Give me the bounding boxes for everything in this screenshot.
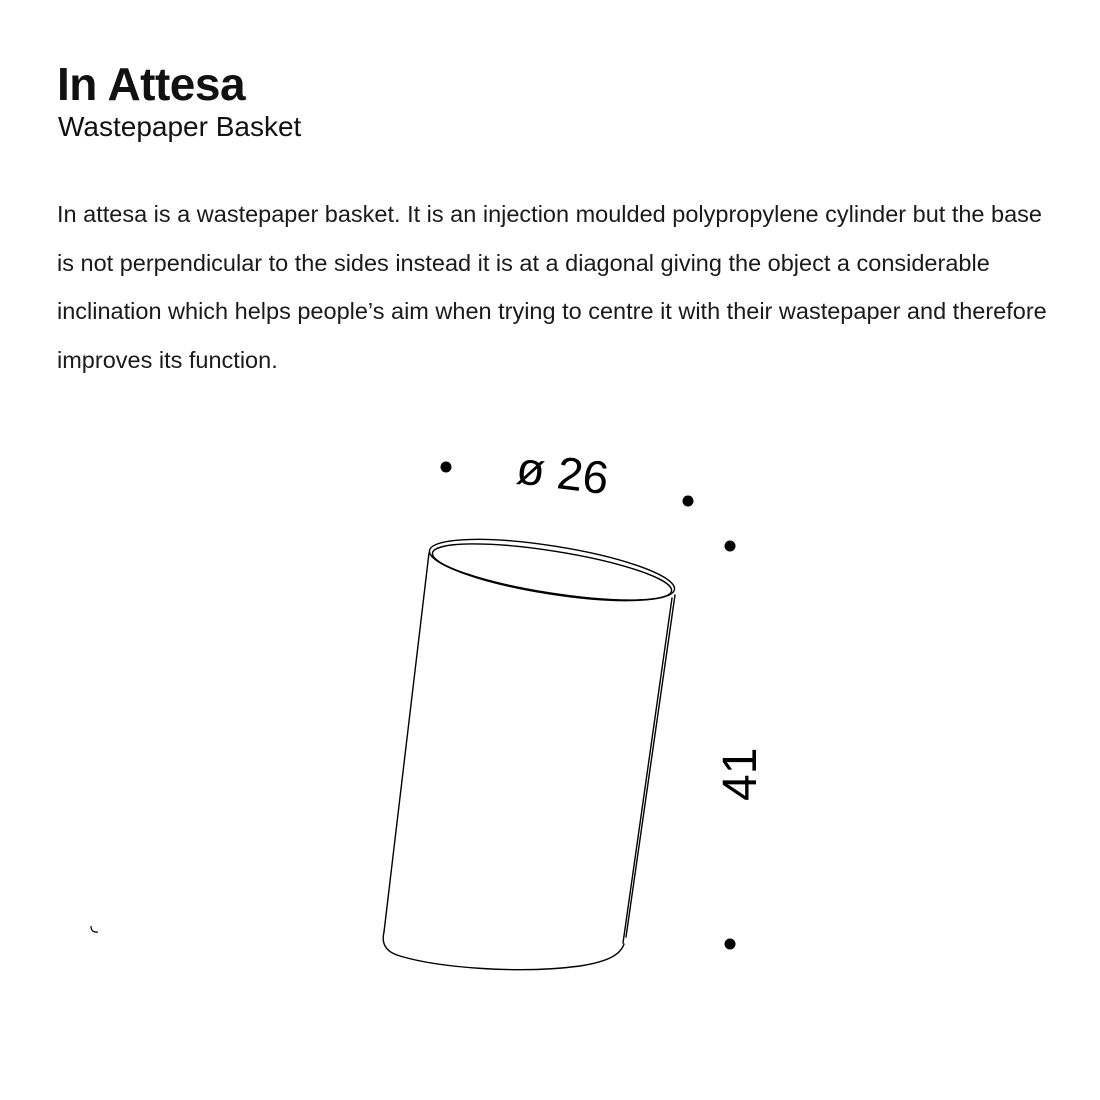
basket-rim-inner xyxy=(429,532,675,611)
product-description: In attesa is a wastepaper basket. It is an injection moulded polypropylene cylinder but the base is not perpendicular to the sides instead it is at a diagonal giving the object a considerable inclination which helps people’s aim when trying to centre it with their wastepaper and therefore improves its function. xyxy=(57,201,1047,373)
basket-right-side-inner xyxy=(623,598,672,943)
stray-mark xyxy=(91,926,98,932)
basket-left-side xyxy=(384,553,429,932)
basket-base xyxy=(383,932,624,970)
height-marker-bottom xyxy=(725,939,736,950)
height-label: 41 xyxy=(714,747,767,801)
diameter-marker-left xyxy=(441,462,452,473)
product-subtitle: Wastepaper Basket xyxy=(58,111,302,142)
product-title: In Attesa xyxy=(57,58,246,110)
diameter-label: ø 26 xyxy=(513,441,612,505)
diameter-marker-right xyxy=(683,496,694,507)
basket-right-side xyxy=(626,595,675,937)
basket-outline xyxy=(383,527,678,970)
height-marker-top xyxy=(725,541,736,552)
